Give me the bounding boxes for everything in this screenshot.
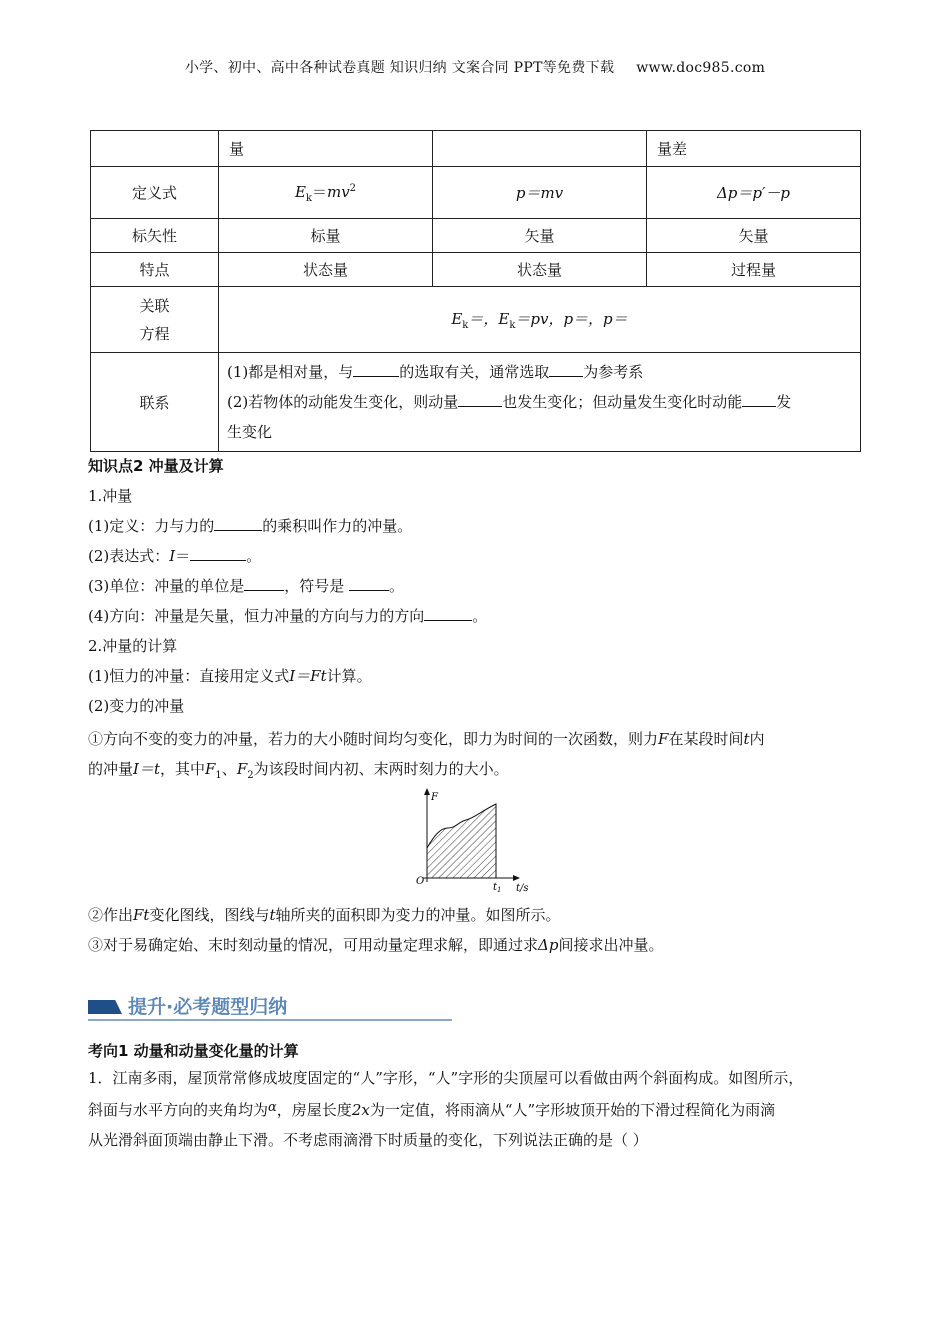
comparison-table: [90, 130, 861, 452]
table-cell: 标量: [219, 219, 433, 253]
text-part: 从光滑斜面顶端由静止下滑。不考虑雨滴滑下时质量的变化，下列说法正确的是（ ）: [88, 1131, 648, 1149]
variable-force-case-2: [88, 904, 561, 925]
text-part: 轴所夹的面积即为变力的冲量。如图所示。: [275, 906, 561, 924]
table-cell: 量: [219, 131, 433, 167]
page-header: [0, 57, 950, 77]
formula-part: p＝mv: [515, 184, 564, 202]
text-part: F: [205, 760, 216, 778]
text-part: 变化图线，图线与: [149, 906, 270, 924]
formula-part: ＝pv，p＝，p＝: [515, 310, 628, 328]
table-cell: [433, 131, 647, 167]
text-part: 计算。: [326, 667, 372, 685]
formula-part: mv: [326, 183, 350, 201]
formula-part: k: [462, 320, 469, 331]
formula-part: 2: [349, 183, 357, 194]
impulse-expression: [88, 545, 261, 566]
text-part: 、: [221, 760, 237, 778]
text-part: ，房屋长度: [276, 1101, 352, 1119]
text-part: ，其中: [159, 760, 205, 778]
question-1: [88, 1063, 864, 1155]
table-cell: 量差: [647, 131, 861, 167]
origin-label: O: [416, 876, 425, 887]
answer-blank[interactable]: [353, 362, 399, 377]
table-row: [91, 253, 861, 287]
text-part: (1)都是相对量，与: [227, 363, 354, 381]
answer-blank[interactable]: [742, 392, 776, 407]
text-part: ③对于易确定始、末时刻动量的情况，可用动量定理求解，即通过求: [88, 936, 539, 954]
text-part: 的乘积叫作力的冲量。: [262, 517, 413, 535]
impulse-unit: [88, 575, 404, 596]
header-text: 小学、初中、高中各种试卷真题 知识归纳 文案合同 PPT等免费下载: [184, 60, 615, 76]
row-label-relation: [91, 287, 219, 353]
formula-part: ＝: [311, 183, 327, 201]
text-part: t: [269, 906, 276, 924]
text-part: ①方向不变的变力的冲量，若力的大小随时间均匀变化，即力为时间的一次函数，则力: [88, 730, 659, 748]
text-part: 内: [749, 730, 765, 748]
text-part: 的选取有关，通常选取: [399, 363, 550, 381]
subsection-impulse: 1.冲量: [88, 487, 133, 505]
text-part: ，符号是: [284, 577, 350, 595]
header-site-link[interactable]: www.doc985.com: [636, 60, 766, 76]
answer-blank[interactable]: [190, 546, 246, 561]
subsection-calculation: 2.冲量的计算: [88, 637, 178, 655]
text-part: (1)定义：力与力的: [88, 517, 215, 535]
x-axis-arrow-icon: [513, 875, 520, 881]
constant-force-impulse: [88, 665, 372, 686]
text-part: 为该段时间内初、末两时刻力的大小。: [253, 760, 509, 778]
variable-force-case-1: [88, 724, 864, 791]
table-cell: 矢量: [433, 219, 647, 253]
text-part: 间接求出冲量。: [558, 936, 664, 954]
text-part: I＝Ft: [289, 667, 327, 685]
text-part: I: [169, 547, 176, 565]
table-row: [91, 287, 861, 353]
table-cell: 矢量: [647, 219, 861, 253]
t1-text: t: [493, 882, 498, 893]
topic-title: 考向1 动量和动量变化量的计算: [88, 1042, 299, 1060]
table-row: [91, 219, 861, 253]
formula-part: k: [305, 193, 312, 204]
text-part: F: [236, 760, 248, 778]
text-part: 2x: [351, 1101, 370, 1119]
y-axis-label: F: [431, 792, 438, 803]
relation-equations: [219, 287, 861, 353]
row-label-definition: 定义式: [91, 167, 219, 219]
text-part: ＝: [175, 547, 191, 565]
formula-part: E: [498, 310, 510, 328]
formula-momentum: [433, 167, 647, 219]
formula-part: E: [294, 183, 306, 201]
impulse-area: [427, 804, 496, 878]
text-part: t: [743, 730, 750, 748]
text-part: 发: [776, 393, 792, 411]
variable-force-impulse: (2)变力的冲量: [88, 697, 185, 715]
variable-force-case-3: [88, 934, 663, 955]
label-part: 方程: [139, 324, 170, 343]
text-part: Δp: [538, 936, 559, 954]
answer-blank[interactable]: [458, 392, 502, 407]
text-part: 。: [472, 607, 488, 625]
text-part: 。: [246, 547, 262, 565]
text-part: 1: [215, 770, 222, 781]
formula-kinetic-energy: [219, 167, 433, 219]
table-row: [91, 167, 861, 219]
text-part: (1)恒力的冲量：直接用定义式: [88, 667, 290, 685]
table-row: [91, 353, 861, 452]
impulse-direction: [88, 605, 487, 626]
text-part: 也发生变化；但动量发生变化时动能: [502, 393, 743, 411]
text-part: 的冲量: [88, 760, 134, 778]
section-banner: [88, 990, 452, 1024]
text-part: 为一定值，将雨滴从“人”字形坡顶开始的下滑过程简化为雨滴: [369, 1101, 776, 1119]
banner-bar-icon: [88, 1000, 122, 1014]
text-part: (2)若物体的动能发生变化，则动量: [227, 393, 459, 411]
formula-part: ＝，: [468, 310, 499, 328]
text-part: 斜面与水平方向的夹角均为: [88, 1101, 269, 1119]
force-time-graph: [410, 786, 540, 894]
text-part: 2: [247, 770, 254, 781]
table-cell: [91, 131, 219, 167]
table-row: [91, 131, 861, 167]
link-content: [219, 353, 861, 452]
text-part: 1．江南多雨，屋顶常常修成坡度固定的“人”字形，“人”字形的尖顶屋可以看做由两个斜面构成。如图所示，: [88, 1069, 804, 1087]
formula-part: Δp＝p′－p: [716, 184, 791, 202]
text-part: 生变化: [227, 423, 273, 441]
text-part: F: [658, 730, 669, 748]
formula-part: E: [451, 310, 463, 328]
formula-part: k: [509, 320, 516, 331]
impulse-definition: [88, 515, 412, 536]
text-part: ②作出: [88, 906, 134, 924]
alpha-symbol: α: [268, 1100, 277, 1115]
label-part: 关联: [139, 296, 170, 315]
answer-blank[interactable]: [349, 576, 389, 591]
table-cell: 状态量: [219, 253, 433, 287]
answer-blank[interactable]: [424, 606, 472, 621]
section-title-kp2: 知识点2 冲量及计算: [88, 457, 224, 475]
t1-sub: 1: [497, 886, 502, 894]
text-part: (3)单位：冲量的单位是: [88, 577, 245, 595]
row-label-vector: 标矢性: [91, 219, 219, 253]
row-label-feature: 特点: [91, 253, 219, 287]
table-cell: 状态量: [433, 253, 647, 287]
answer-blank[interactable]: [244, 576, 284, 591]
text-part: 。: [389, 577, 405, 595]
text-part: (2)表达式：: [88, 547, 170, 565]
formula-momentum-change: [647, 167, 861, 219]
banner-title: 提升·必考题型归纳: [128, 996, 288, 1018]
answer-blank[interactable]: [549, 362, 583, 377]
y-axis-arrow-icon: [424, 788, 430, 795]
t1-label: [493, 882, 502, 894]
text-part: Ft: [133, 906, 150, 924]
row-label-link: 联系: [91, 353, 219, 452]
text-part: 在某段时间: [668, 730, 744, 748]
text-part: I＝t: [133, 760, 160, 778]
x-axis-label: t/s: [516, 883, 529, 894]
text-part: (4)方向：冲量是矢量，恒力冲量的方向与力的方向: [88, 607, 425, 625]
text-part: 为参考系: [583, 363, 644, 381]
answer-blank[interactable]: [214, 516, 262, 531]
table-cell: 过程量: [647, 253, 861, 287]
banner-rule: [88, 1019, 452, 1021]
